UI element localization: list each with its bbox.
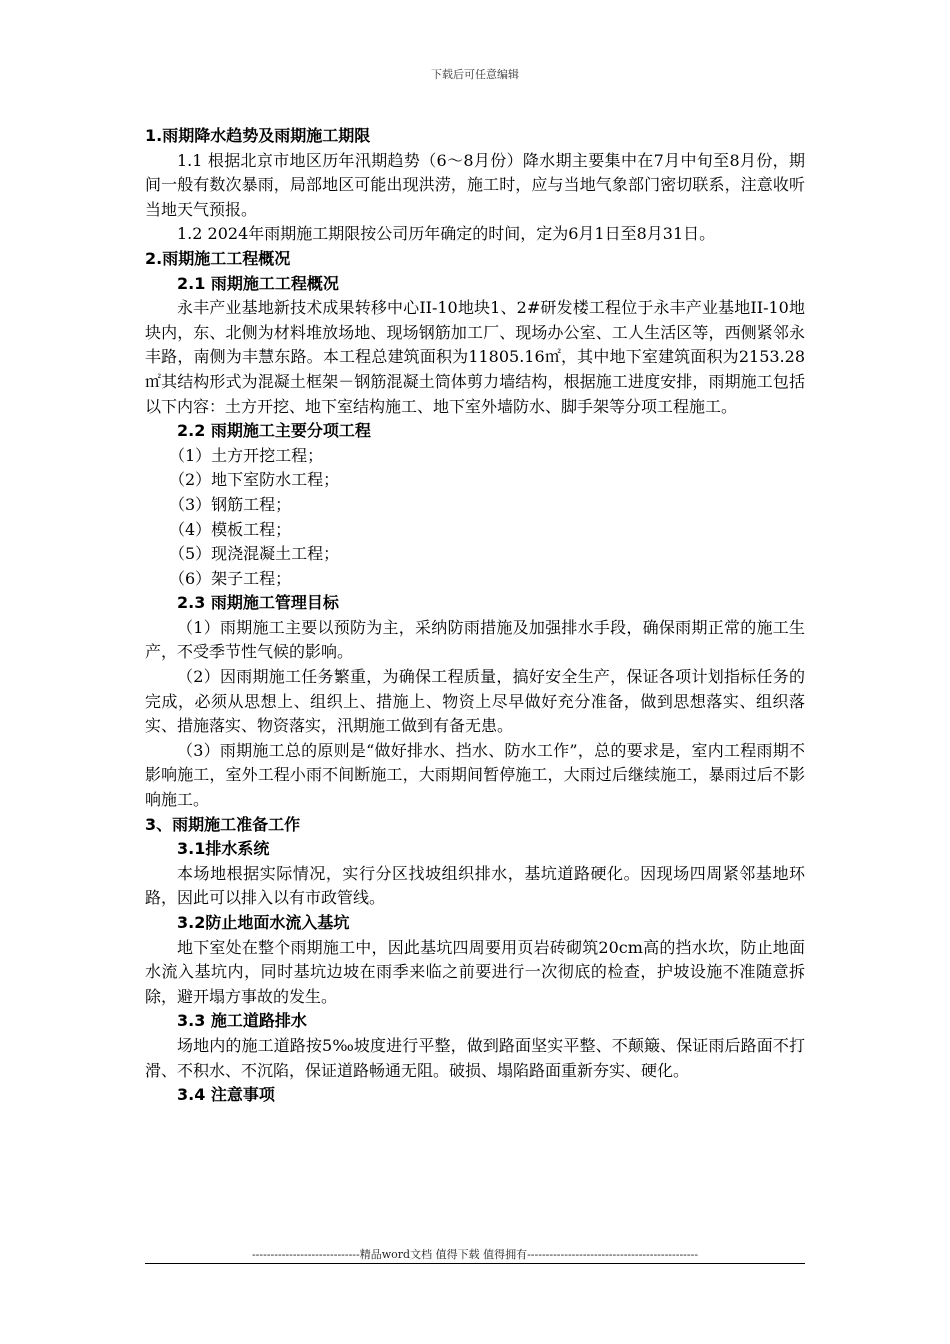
list-item: （4）模板工程； xyxy=(169,519,292,539)
subsection-3-4-title: 3.4 注意事项 xyxy=(177,1085,275,1105)
subsection-3-3-title: 3.3 施工道路排水 xyxy=(177,1011,307,1031)
list-item: （1）土方开挖工程； xyxy=(169,445,324,465)
paragraph: 1.2 2024年雨期施工期限按公司历年确定的时间，定为6月1日至8月31日。 xyxy=(177,224,716,244)
list-item: （3）钢筋工程； xyxy=(169,494,292,514)
subsection-2-1-title: 2.1 雨期施工工程概况 xyxy=(177,273,339,293)
paragraph: （1）雨期施工主要以预防为主，采纳防雨措施及加强排水手段，确保雨期正常的施工生产，不受季节性气候的影响。 xyxy=(145,617,805,662)
section-3-title: 3、雨期施工准备工作 xyxy=(145,814,301,834)
paragraph: 永丰产业基地新技术成果转移中心II-10地块1、2#研发楼工程位于永丰产业基地II-10地块内，东、北侧为材料堆放场地、现场钢筋加工厂、现场办公室、工人生活区等，西侧紧邻永丰路，南侧为丰慧东路。本工程总建筑面积为11805.16㎡，其中地下室建筑面积为2153.28㎡其结构形式为混凝土框架－钢筋混凝土筒体剪力墙结构，根据施工进度安排，雨期施工包括以下内容：土方开挖、地下室结构施工、地下室外墙防水、脚手架等分项工程施工。 xyxy=(145,298,805,416)
footer-rule xyxy=(145,1263,805,1264)
page-footer: -----------------------------精品word文档 值得下载 值得拥有---------------------------------------------- xyxy=(251,1248,699,1261)
list-item: （5）现浇混凝土工程； xyxy=(169,544,340,564)
paragraph: （3）雨期施工总的原则是“做好排水、挡水、防水工作”，总的要求是，室内工程雨期不影响施工，室外工程小雨不间断施工，大雨期间暂停施工，大雨过后继续施工，暴雨过后不影响施工。 xyxy=(145,740,805,810)
subsection-3-2-title: 3.2防止地面水流入基坑 xyxy=(177,913,350,932)
paragraph: 1.1 根据北京市地区历年汛期趋势（6～8月份）降水期主要集中在7月中旬至8月份，期间一般有数次暴雨，局部地区可能出现洪涝，施工时，应与当地气象部门密切联系，注意收听当地天气预报。 xyxy=(145,150,805,219)
paragraph: （2）因雨期施工任务繁重，为确保工程质量，搞好安全生产，保证各项计划指标任务的完成，必须从思想上、组织上、措施上、物资上尽早做好充分准备，做到思想落实、组织落实、措施落实、物资落实，汛期施工做到有备无患。 xyxy=(145,667,805,736)
subsection-2-3-title: 2.3 雨期施工管理目标 xyxy=(177,593,339,613)
page-header: 下载后可任意编辑 xyxy=(431,68,519,81)
section-2-title: 2.雨期施工工程概况 xyxy=(145,248,291,268)
list-item: （2）地下室防水工程； xyxy=(169,470,340,490)
section-1-title: 1.雨期降水趋势及雨期施工期限 xyxy=(145,126,371,145)
paragraph: 本场地根据实际情况，实行分区找坡组织排水，基坑道路硬化。因现场四周紧邻基地环路，因此可以排入以有市政管线。 xyxy=(145,863,805,908)
subsection-2-2-title: 2.2 雨期施工主要分项工程 xyxy=(177,421,371,441)
document-body xyxy=(145,124,805,1108)
list-item: （6）架子工程； xyxy=(169,568,292,588)
paragraph: 地下室处在整个雨期施工中，因此基坑四周要用页岩砖砌筑20cm高的挡水坎，防止地面水流入基坑内，同时基坑边坡在雨季来临之前要进行一次彻底的检查，护坡设施不准随意拆除，避开塌方事故的发生。 xyxy=(145,937,805,1006)
paragraph: 场地内的施工道路按5‰坡度进行平整，做到路面坚实平整、不颠簸、保证雨后路面不打滑、不积水、不沉陷，保证道路畅通无阻。破损、塌陷路面重新夯实、硬化。 xyxy=(145,1035,805,1080)
subsection-3-1-title: 3.1排水系统 xyxy=(177,839,270,859)
